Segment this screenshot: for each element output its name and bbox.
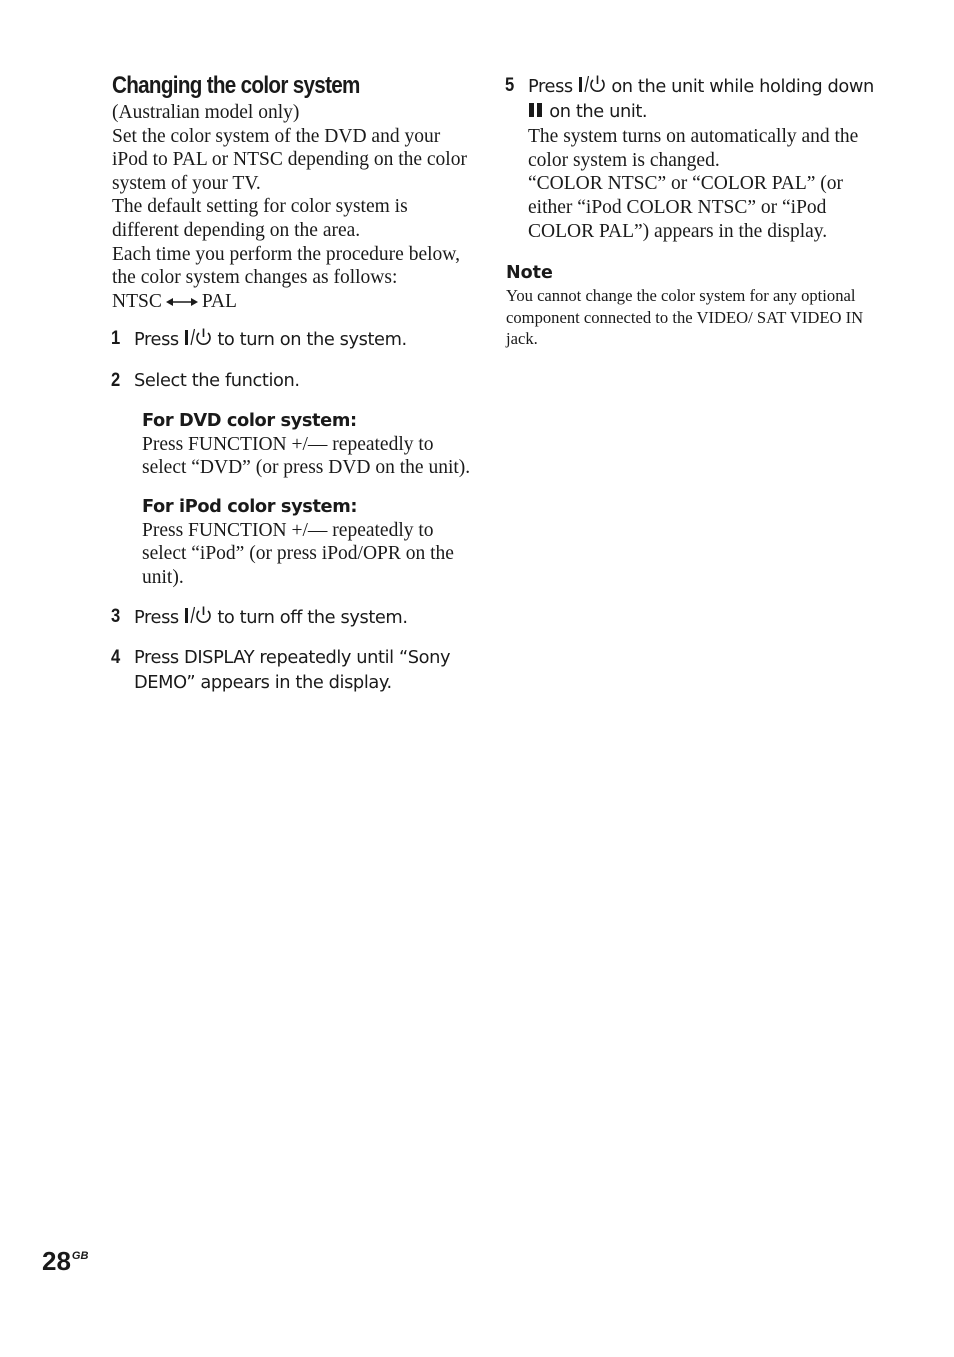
note-block [506, 261, 876, 350]
step-5-before: Press [528, 76, 579, 97]
pause-icon [528, 101, 544, 119]
ipod-body: Press FUNCTION +/— repeatedly to select “iPod” (or press iPod/OPR on the unit). [142, 519, 454, 588]
note-body: You cannot change the color system for any optional component connected to the VIDEO/ SAT VIDEO IN jack. [506, 286, 864, 349]
step-5-middle: on the unit while holding down [606, 76, 874, 97]
step-1 [112, 327, 472, 353]
power-standby-icon [184, 605, 212, 625]
cycle-from: NTSC [112, 290, 162, 312]
step-2 [112, 369, 472, 394]
step-3 [112, 605, 472, 631]
step-number: 3 [111, 604, 121, 627]
step-3-text [134, 607, 408, 628]
dvd-heading: For DVD color system: [142, 409, 357, 431]
intro-paragraph: Set the color system of the DVD and your iPod to PAL or NTSC depending on the color system of your TV. [112, 125, 467, 194]
dvd-body: Press FUNCTION +/— repeatedly to select “DVD” (or press DVD on the unit). [142, 433, 471, 479]
right-column [506, 74, 876, 350]
ipod-substep [142, 495, 472, 590]
step-1-before: Press [134, 329, 185, 351]
page-number [42, 1246, 88, 1277]
step-2-text: Select the function. [134, 369, 300, 391]
intro-model-note: (Australian model only) [112, 102, 300, 123]
step-1-after: to turn on the system. [212, 329, 407, 351]
step-5-display: “COLOR NTSC” or “COLOR PAL” (or either “iPod COLOR NTSC” or “iPod COLOR PAL”) appears in the display. [528, 173, 844, 242]
step-5-after: on the unit. [544, 100, 648, 122]
step-5-text [528, 74, 876, 124]
intro-each-time: Each time you perform the procedure below, the color system changes as follows: [112, 243, 460, 289]
double-arrow-icon [166, 297, 198, 307]
color-cycle [112, 290, 472, 314]
cycle-to: PAL [201, 290, 237, 312]
power-standby-icon [184, 327, 212, 347]
step-5 [506, 74, 876, 243]
step-1-text [134, 329, 407, 350]
power-standby-icon [578, 74, 606, 94]
left-column [112, 72, 472, 695]
dvd-substep [142, 409, 472, 480]
step-number: 4 [111, 646, 121, 669]
intro-default-setting: The default setting for color system is different depending on the area. [112, 196, 408, 241]
note-title: Note [506, 263, 553, 284]
section-title: Changing the color system [112, 72, 360, 99]
page-suffix: GB [71, 1250, 89, 1262]
step-number: 1 [111, 327, 121, 350]
page-number-value: 28 [42, 1246, 71, 1276]
step-number: 2 [111, 368, 121, 391]
step-4-text: Press DISPLAY repeatedly until “Sony DEMO” appears in the display. [134, 647, 451, 693]
step-3-before: Press [134, 606, 185, 628]
ipod-heading: For iPod color system: [142, 495, 358, 517]
step-4 [112, 646, 472, 695]
step-5-result: The system turns on automatically and the color system is changed. [528, 126, 859, 171]
step-3-after: to turn off the system. [212, 606, 408, 628]
step-number: 5 [505, 74, 515, 96]
